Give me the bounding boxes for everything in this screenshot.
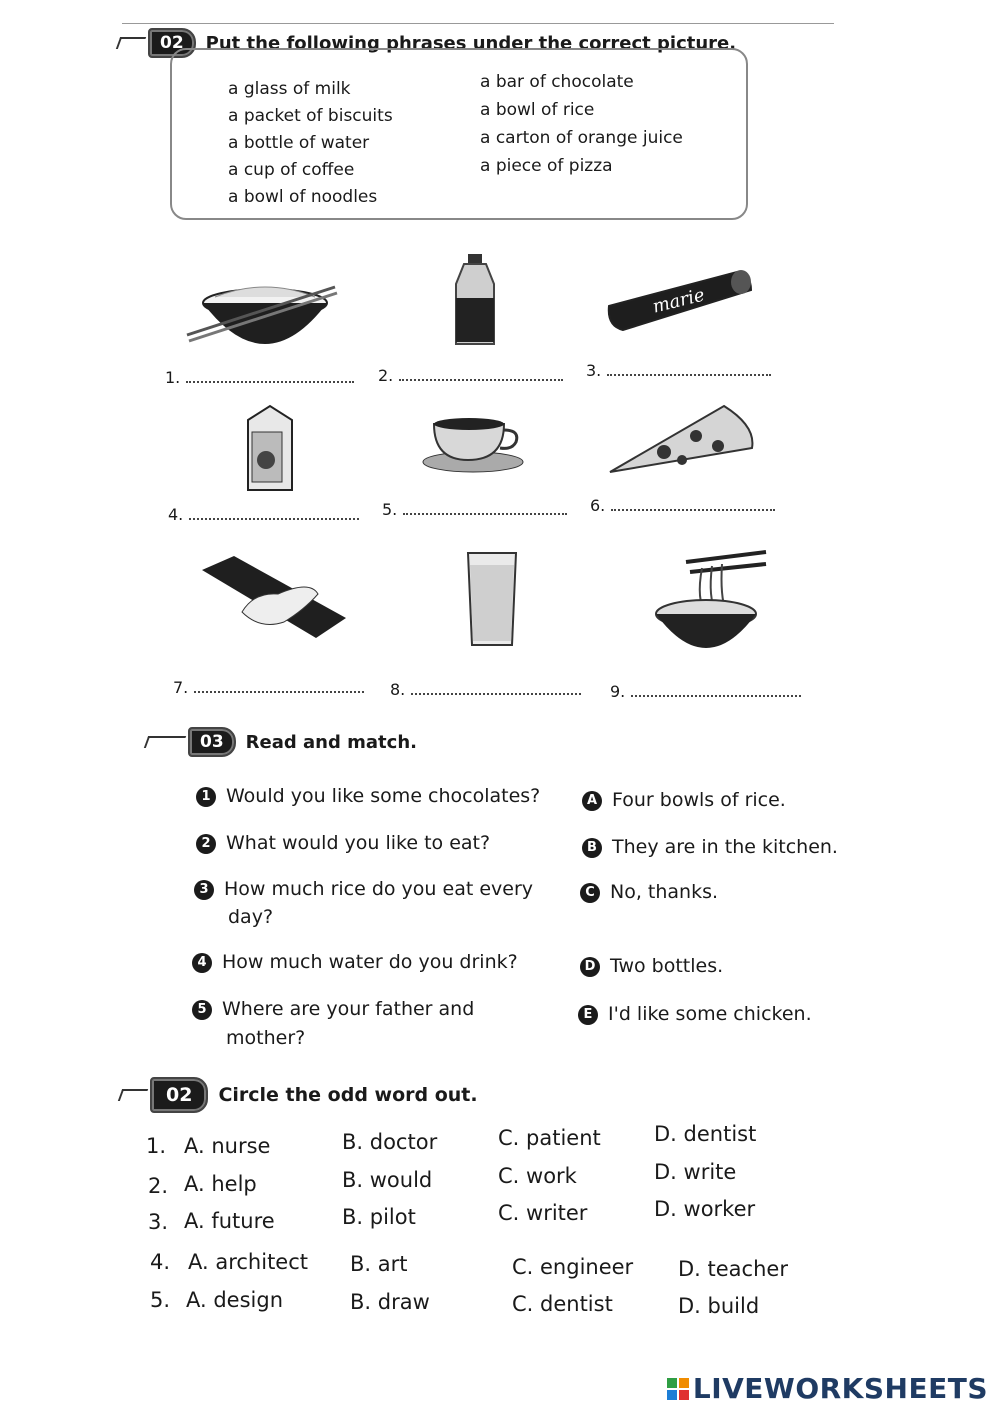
odd-option[interactable]: D. build [678,1294,760,1318]
phrase-item: a cup of coffee [228,160,355,180]
answer-text: They are in the kitchen. [612,836,838,858]
section1-badge: 02 [148,28,196,58]
odd-option[interactable]: C. dentist [512,1292,613,1316]
odd-option[interactable]: C. patient [498,1126,601,1150]
answer-slot-5[interactable] [382,500,567,519]
answer-slot-1[interactable] [165,368,354,387]
odd-option[interactable]: D. write [654,1160,737,1184]
liveworksheets-logo-icon [667,1378,689,1400]
phrase-item: a packet of biscuits [228,106,393,126]
answer-E [578,1003,812,1025]
phrase-item: a carton of orange juice [480,128,683,148]
liveworksheets-logo[interactable] [667,1372,988,1405]
pen-icon [144,736,186,748]
odd-row-number: 2. [148,1174,169,1198]
odd-option[interactable]: B. pilot [342,1205,416,1229]
answer-slot-6[interactable] [590,496,775,515]
answer-letter: D [580,957,600,977]
answer-text: Two bottles. [610,955,724,977]
odd-row-number: 3. [148,1210,169,1234]
question-3 [194,878,533,900]
answer-number: 5. [382,500,398,519]
logo-text: LIVEWORKSHEETS [692,1372,988,1405]
answer-letter: B [582,838,602,858]
odd-option[interactable]: A. architect [188,1250,309,1274]
answer-number: 1. [165,368,181,387]
answer-text: I'd like some chicken. [608,1003,812,1025]
odd-row-number: 1. [146,1134,167,1158]
odd-option[interactable]: B. art [350,1252,408,1276]
phrase-item: a bar of chocolate [480,72,634,92]
bowl-of-noodles-picture [650,550,768,660]
answer-slot-4[interactable] [168,505,359,524]
question-2 [196,832,490,854]
answer-text: No, thanks. [610,881,719,903]
answer-letter: A [582,791,602,811]
question-number: 5 [192,1000,212,1020]
odd-row-number: 5. [150,1288,171,1312]
section3-header [120,1077,478,1113]
answer-blank[interactable] [399,377,563,381]
answer-slot-2[interactable] [378,366,563,385]
question-text: How much rice do you eat every [224,878,534,900]
packet-of-biscuits-picture [605,266,755,336]
phrase-item: a glass of milk [228,79,351,99]
odd-option[interactable]: B. draw [350,1290,430,1314]
question-5-continued: mother? [226,1027,306,1049]
question-number: 4 [192,953,212,973]
question-number: 3 [194,880,214,900]
odd-option[interactable]: C. writer [498,1201,588,1225]
odd-option[interactable]: B. would [342,1168,433,1192]
odd-option[interactable]: D. worker [654,1197,756,1221]
answer-D [580,955,723,977]
answer-blank[interactable] [194,689,364,693]
section2-instruction: Read and match. [245,731,417,753]
answer-blank[interactable] [189,516,359,520]
bar-of-chocolate-picture [200,552,350,642]
odd-option[interactable]: C. engineer [512,1255,634,1279]
carton-of-orange-juice-picture [242,402,298,494]
phrase-item: a bowl of noodles [228,187,378,207]
pen-icon [116,37,146,49]
answer-letter: E [578,1005,598,1025]
answer-number: 2. [378,366,394,385]
question-1 [196,785,540,807]
answer-letter: C [580,883,600,903]
answer-slot-7[interactable] [173,678,364,697]
odd-option[interactable]: D. teacher [678,1257,788,1281]
odd-option[interactable]: C. work [498,1164,577,1188]
answer-B [582,836,838,858]
answer-blank[interactable] [411,691,581,695]
piece-of-pizza-picture [606,402,756,476]
phrase-item: a bottle of water [228,133,370,153]
question-text: Would you like some chocolates? [226,785,541,807]
answer-blank[interactable] [607,372,771,376]
answer-blank[interactable] [186,379,354,383]
answer-C [580,881,718,903]
answer-slot-3[interactable] [586,361,771,380]
answer-number: 7. [173,678,189,697]
section3-instruction: Circle the odd word out. [218,1084,478,1106]
answer-number: 8. [390,680,406,699]
odd-row-number: 4. [150,1250,171,1274]
odd-option[interactable]: A. nurse [184,1134,271,1158]
question-5 [192,998,474,1020]
answer-blank[interactable] [403,511,567,515]
phrase-list-right [480,68,683,180]
phrase-item: a piece of pizza [480,156,613,176]
odd-option[interactable]: B. doctor [342,1130,438,1154]
section3-badge: 02 [150,1077,208,1113]
pen-icon [118,1089,148,1101]
answer-blank[interactable] [631,693,801,697]
bottle-of-water-picture [450,252,500,348]
question-text: How much water do you drink? [222,951,518,973]
odd-option[interactable]: A. future [184,1209,275,1233]
odd-option[interactable]: A. design [186,1288,284,1312]
answer-text: Four bowls of rice. [612,789,786,811]
answer-number: 9. [610,682,626,701]
phrase-item: a bowl of rice [480,100,595,120]
question-4 [192,951,518,973]
bowl-of-rice-picture [185,275,345,355]
section2-badge: 03 [188,727,236,757]
odd-word-table [146,1122,846,1334]
question-number: 1 [196,787,216,807]
odd-option[interactable]: A. help [184,1172,257,1196]
section2-header [146,727,417,757]
phrase-list-left [228,76,393,211]
question-text: What would you like to eat? [226,832,491,854]
answer-slot-9[interactable] [610,682,801,701]
top-rule [122,23,834,24]
glass-of-milk-picture [466,551,518,649]
odd-option[interactable]: D. dentist [654,1122,757,1146]
question-3-continued: day? [228,906,274,928]
answer-A [582,789,786,811]
answer-number: 6. [590,496,606,515]
answer-blank[interactable] [611,507,775,511]
question-text: Where are your father and [222,998,475,1020]
answer-number: 3. [586,361,602,380]
section1-instruction: Put the following phrases under the correct picture. [205,32,737,54]
answer-number: 4. [168,505,184,524]
biscuit-brand-label: marie [650,284,707,318]
cup-of-coffee-picture [420,412,526,476]
answer-slot-8[interactable] [390,680,581,699]
question-number: 2 [196,834,216,854]
